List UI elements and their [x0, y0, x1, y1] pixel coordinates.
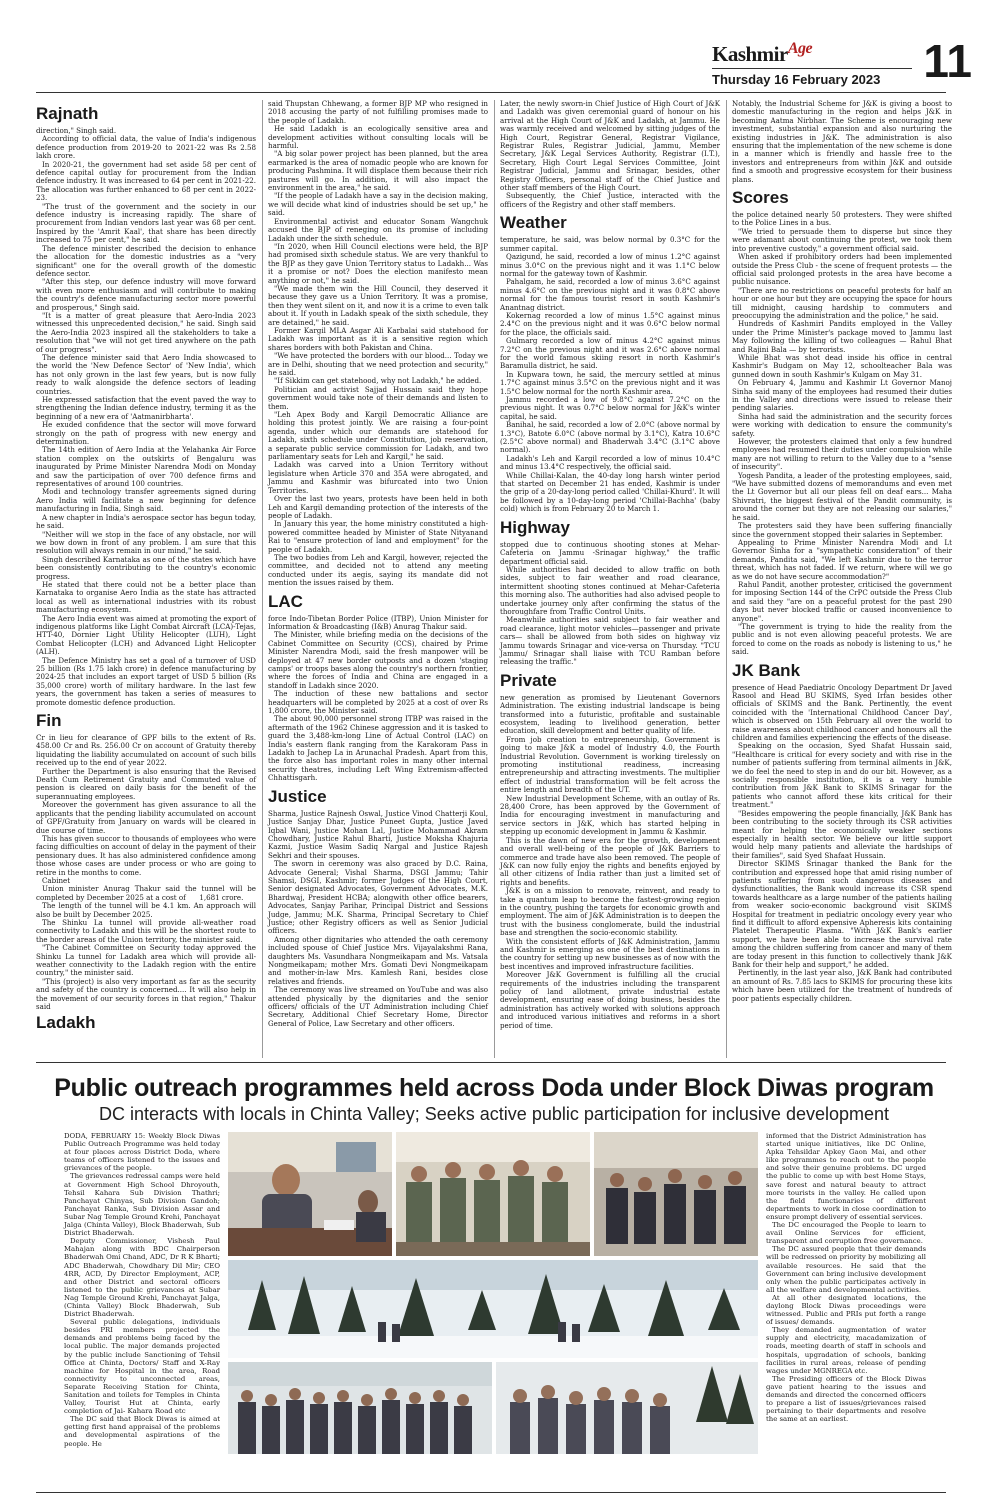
page-number: 11: [923, 35, 972, 87]
paragraph: The grievances redressal camps were held at Government High School Dhroyouth, Tehsil Kahara Sub Division Thathri; Panchayat Chinyas, Sub Division Gandoh; Panchayat Ranka, Sub Division Assar and Subar Nag Temple Ground Krehi, Panchayat Jalga (Chinta Valley), Block Bhaderwah, Sub District Bhaderwah.: [64, 1172, 223, 1238]
photo-public-meeting: [594, 1132, 758, 1256]
paragraph: "The trust of the government and the society in our defence industry is increasing rapidly. The share of procurement from Indian vendors last year was 68 per cent. Inspired by the 'Amrit Kaal', that share has been directly increased to 75 per cent," he said.: [36, 201, 259, 245]
paragraph: stopped due to continuous shooting stones at Mehar-Cafeteria on Jammu -Srinagar highway," the traffic department official said.: [500, 539, 723, 566]
headline-justice: Justice: [268, 786, 327, 806]
story-rajnath: [36, 126, 259, 707]
photo-crowd-outdoor: [228, 1362, 492, 1454]
feature-story-left: [64, 1132, 223, 1488]
feature-subheadline: DC interacts with locals in Chinta Valley; Seeks active public participation for inclusive development: [98, 1104, 890, 1124]
paragraph: "Leh Apex Body and Kargil Democratic Alliance are holding this protest jointly. We are raising a four-point agenda, under which our demands are statehood for Ladakh, sixth schedule under Constitution, job reservation, a separate public service commission for Ladakh, and two parliamentary seats for Leh and Kargil," he said.: [268, 410, 491, 462]
paragraph: In January this year, the home ministry constituted a high-powered committee headed by Minister of State Nityanand Rai to "ensure protection of land and employment" for the people of Ladakh.: [268, 519, 491, 554]
photo-officials-outdoor: [496, 1362, 758, 1454]
paragraph: Subsequently, the Chief Justice, interacted with the officers of the Registry and other staff members.: [500, 191, 723, 209]
paragraph: Over the last two years, protests have been held in both Leh and Kargil demanding protection of the interests of the people of Ladakh.: [268, 494, 491, 520]
paragraph: From job creation to entrepreneurship, Government is going to make J&K a model of Industry 4.0, the Fourth Industrial Revolution. Government is working tirelessly on promoting institutional readiness, increasing entrepreneurship and attracting investments. The multiplier effect of industrial transformation will be felt across the entire length and breadth of the UT.: [500, 734, 723, 795]
story-justice: [268, 808, 491, 1029]
paragraph: Among other dignitaries who attended the oath ceremony included spouse of Chief Justice Mrs. Vijayalakshmi Rana, daughters Ms. Vasundhara Nongmeikapam and Ms. Vatsala Nongmeikapam; mother Mrs. Gomati Devi Nongmeikapam and mother-in-law Mrs. Kamlesh Rani, besides close relatives and friends.: [268, 934, 491, 986]
headline-highway: Highway: [500, 517, 570, 537]
photo-officers-group: [396, 1132, 590, 1256]
column-separator: [726, 100, 727, 1058]
news-columns: [36, 99, 955, 1058]
paragraph: The 14th edition of Aero India at the Yelahanka Air Force station complex on the outskirts of Bengaluru was inaugurated by Prime Minister Narendra Modi on Monday and saw the participation of over 700 defence firms and representatives of around 100 countries.: [36, 445, 259, 489]
paragraph: "After this step, our defence industry will move forward with even more enthusiasm and will contribute to making the country's defence manufacturing sector more powerful and prosperous," Singh said.: [36, 277, 259, 312]
paragraph: "The government is trying to hide the reality from the public and is not even allowing peaceful protests. We are forced to come on the roads as nobody is listening to us," he said.: [732, 621, 955, 657]
paragraph: Jammu recorded a low of 9.8°C against 7.2°C on the previous night. It was 0.7°C below normal for J&K's winter capital, he said.: [500, 395, 723, 421]
headline-jk-bank: JK Bank: [732, 660, 801, 680]
masthead: [712, 35, 972, 90]
column-4: [732, 99, 955, 1058]
paragraph: He expressed satisfaction that the event paved the way to strengthening the Indian defence industry, terming it as the beginning of a new era of 'Aatmanirbharta'.: [36, 395, 259, 421]
paragraph: With the consistent efforts of J&K Administration, Jammu and Kashmir is emerging as one of the best destinations in the country for setting up new businesses as of now with the best incentives and improved infrastructure facilities.: [500, 936, 723, 971]
paragraph: Kokernag recorded a low of minus 1.5°C against minus 2.4°C on the previous night and it was 0.6°C below normal for the place, the officials said.: [500, 310, 723, 337]
paragraph: He exuded confidence that the sector will move forward strongly on the path of progress with new energy and determination.: [36, 420, 259, 447]
paragraph: Former Kargil MLA Asgar Ali Karbalai said statehood for Ladakh was important as it is a sensitive region which shares borders with both Pakistan and China.: [268, 325, 491, 352]
paragraph: the police detained nearly 50 protesters. They were shifted to the Police Lines in a bus.: [732, 210, 955, 228]
story-scores: [732, 210, 955, 657]
paragraph: While authorities had decided to allow traffic on both sides, subject to fair weather and road clearance, intermittent shooting stones continued at Mehar-Cafeteria this morning also. The authorities had also advised people to undertake journey only after confirming the status of the thoroughfare from Traffic Control Units.: [500, 564, 723, 616]
paragraph: Hundreds of Kashmiri Pandits employed in the Valley under the Prime Minister's package moved to Jammu last May following the killing of two colleagues — Rahul Bhat and Rajini Bala — by terrorists.: [732, 319, 955, 354]
paragraph: The induction of these new battalions and sector headquarters will be completed by 2025 at a cost of over Rs 1,800 crore, the Minister said.: [268, 689, 491, 716]
brand-accent: Age: [787, 40, 813, 57]
paragraph: The sworn in ceremony was also graced by D.C. Raina, Advocate General; Vishal Sharma, DSGI Jammu; Tahir Shamsi, DSGI, Kashmir; former Judges of the High Court, Senior designated Advocates, Government Advocates, M.K. Bhardwaj, President HCBA; alongwith other office bearers, Advocates, Sanjay Parihar, Principal District and Sessions Judge, Jammu; M.K. Sharma, Principal Secretary to Chief Justice; other Registry officers as well as Senior Judicial officers.: [268, 859, 491, 936]
paragraph: Speaking on the occasion, Syed Shafat Hussain said, "Healthcare is critical for every society and with rise in the number of patients suffering from terminal ailments in J&K, we do feel the need to step in and do our bit. However, as a socially responsible institution, it is a very humble contribution from J&K Bank to SKIMS Srinagar for the patients who cannot afford these kits critical for their treatment.": [732, 741, 955, 810]
story-justice-cont: [500, 99, 723, 209]
story-fin: [36, 733, 259, 1012]
paragraph: "We tried to persuade them to disperse but since they were adamant about continuing the protest, we took them into preventive custody," a government official said.: [732, 226, 955, 253]
paragraph: direction," Singh said.: [36, 126, 117, 135]
paragraph: presence of Head Paediatric Oncology Department Dr Javed Rasool and Head BU SKIMS, Syed Irfan besides other officials of SKIMS and the Bank. Pertinently, the event coincided with the 'International Childhood Cancer Day', which is observed on 15th February all over the world to raise awareness about childhood cancer and honours all the children and families experiencing the effects of the disease.: [732, 682, 955, 743]
paragraph: Several public delegations, individuals besides PRI members projected the demands and problems being faced by the local public. The major demands projected by the public include Sanctioning of Tehsil Office at Chinta, Doctors/ Staff and X-Ray machine for Hospital in the area, Road connectivity to unconnected areas, Separate Receiving Station for Chinta, Sanitation and toilets for Temples in Chinta Valley, Tourist Hut at Chinta, early completion of Jai- Kahara Road etc: [64, 1318, 223, 1416]
paragraph: Sinha had said the administration and the security forces were working with dedication to ensure the community's safety.: [732, 411, 955, 438]
paragraph: Moreover the government has given assurance to all the applicants that the pending liability accumulated on account of GPF/Gratuity from January on wards will be cleared in due course of time.: [36, 800, 259, 835]
paragraph: "If Sikkim can get statehood, why not Ladakh," he added.: [274, 376, 482, 386]
paragraph: Qazigund, he said, recorded a low of minus 1.2°C against minus 3.0°C on the previous night and it was 1.1°C below normal for the gateway town of Kashmir.: [500, 252, 723, 278]
paragraph: Banihal, he said, recorded a low of 2.0°C (above normal by 1.3°C), Batote 6.0°C (above normal by 3.1°C), Katra 10.6°C (2.5°C above normal) and Bhaderwah 3.4°C (3.1°C above normal).: [500, 420, 723, 455]
paragraph: Union minister Anurag Thakur said the tunnel will be completed by December 2025 at a cost of 1,681 crore.: [36, 884, 259, 902]
paragraph: Meanwhile authorities said subject to fair weather and road clearance, light motor vehicles—passenger and private cars— shall be allowed from both sides on highway viz Jammu towards Srinagar and vice-versa on Thursday. "TCU Jammu/ Srinagar shall liaise with TCU Ramban before releasing the traffic.": [500, 615, 723, 667]
paragraph: Cr in lieu for clearance of GPF bills to the extent of Rs. 458.00 Cr and Rs. 256.00 Cr on account of Gratuity thereby liquidating the liability accumulated on account of such bills received up to the end of year 2022.: [36, 733, 259, 768]
paragraph: Ladakh's Leh and Kargil recorded a low of minus 10.4°C and minus 13.4°C respectively, the official said.: [500, 453, 723, 472]
jump-label-ladakh: Ladakh: [36, 1013, 96, 1033]
paragraph: "We made them win the Hill Council, they deserved it because they gave us a Union Territory. It was a promise, then they went silent on it, and now it is a crime to even talk about it. If youth in Ladakh speak of the sixth schedule, they are detained," he said.: [268, 283, 491, 327]
paragraph: The two bodies from Leh and Kargil, however, rejected the committee, and decided not to attend any meeting conducted under its aegis, saying its mandate did not mention the issues raised by them.: [268, 552, 491, 588]
section-rule: [36, 1062, 946, 1063]
feature-text-right: [766, 1132, 929, 1424]
paragraph: Later, the newly sworn-in Chief Justice of High Court of J&K and Ladakh was given ceremonial guard of honour on his arrival at the High Court of J&K and Ladakh, at Jammu. He was warmly received and welcomed by sitting judges of the High Court, Registrar General, Registrar Vigilance, Registrar Rules, Registrar Judicial, Jammu, Member Secretary, J&K Legal Services Authority, Registrar (I.T.), Secretary, High Court Legal Services Committee, Joint Registrar Judicial, Jammu and Srinagar, besides, other Registry Officers, personal staff of the Chief Justice and other staff members of the High Court.: [500, 99, 723, 193]
paragraph: Rahul Pandit, another protester, criticised the government for imposing Section 144 of the CrPC outside the Press Club and said they "are on a peaceful protest for the past 290 days but never blocked traffic or caused inconvenience to anyone".: [732, 579, 955, 623]
paragraph: They demanded augmentation of water supply and electricity, macadamization of roads, meeting dearth of staff in schools and hospitals, upgradation of schools, banking facilities in rural areas, release of pending wages under MGNREGA etc.: [766, 1326, 929, 1375]
paragraph: "Besides empowering the people financially, J&K Bank has been contributing to the society through its CSR activities meant for helping the economically weaker sections especially in health sector. We believe our little support would help many patients and alleviate the hardships of their families", said Syed Shafaat Hussain.: [732, 808, 955, 860]
story-ladakh: [268, 99, 491, 588]
paragraph: A new chapter in India's aerospace sector has begun today, he said.: [36, 512, 259, 531]
paragraph: The Aero India event was aimed at promoting the export of indigenous platforms like Light Combat Aircraft (LCA)-Tejas, HTT-40, Dornier Light Utility Helicopter (LUH), Light Combat Helicopter (LCH) and Advanced Light Helicopter (ALH).: [36, 613, 259, 657]
paragraph: Pertinently, in the last year also, J&K Bank had contributed an amount of Rs. 7.85 lacs to SKIMS for procuring these kits which have been utilized for the treatment of hundreds of poor patients especially children.: [732, 968, 955, 1003]
paragraph: J&K is on a mission to renovate, reinvent, and ready to take a quantum leap to become the fastest-growing region in the country, pushing the targets for economic growth and employment. The aim of J&K Administration is to deepen the trust with the business conglomerate, build the industrial base and strengthen the socio-economic stability.: [500, 886, 723, 938]
photo-snow-valley: [228, 1260, 758, 1358]
paragraph: "It is a matter of great pleasure that Aero-India 2023 witnessed this unprecedented decision," he said. Singh said the Aero-India 2023 inspired all the stakeholders to take a resolution that "we will not get tired anywhere on the path of our progress".: [36, 310, 259, 354]
paragraph: While Chillai-Kalan, the 40-day long harsh winter period that started on December 21 has ended, Kashmir is under the grip of a 20-day-long period called 'Chillai-Khurd'. It will be followed by a 10-day-long period 'Chillai-Bachha' (baby cold) which is from February 20 to March 1.: [500, 470, 723, 514]
paragraph: At all other designated locations, the daylong Block Diwas proceedings were witnessed. Public and PRIs put forth a range of issues/ demands.: [766, 1293, 929, 1327]
paragraph: Further the Department is also ensuring that the Revised Death Cum Retirement Gratuity and Commuted value of pension is cleared on daily basis for the benefit of the superannuating employees.: [36, 766, 259, 801]
paragraph: "We have protected the borders with our blood... Today we are in Delhi, shouting that we need protection and security," he said.: [268, 351, 491, 377]
column-separator: [262, 100, 263, 1058]
column-2: [268, 99, 491, 1058]
paragraph: The defence minister said that Aero India showcased to the world the 'New Defence Sector' of 'New India', which has not only grown in the last few years, but is now fully ready to walk alongside the defence sectors of leading countries.: [36, 352, 259, 396]
paragraph: "This (project) is also very important as far as the security and safety of the country is concerned.... It will also help in the movement of our security forces in that region," Thakur said: [36, 976, 259, 1012]
paragraph: Notably, the Industrial Scheme for J&K is giving a boost to domestic manufacturing in the region and helps J&K in becoming Aatma Nirbhar. The Scheme is encouraging new investment, substantial expansion and also nurturing the existing industries in J&K. The administration is also ensuring that the implementation of the new scheme is done in a manner which is friendly and hassle free to the investors and entrepreneurs from within J&K and outside find a smooth and progressive ecosystem for their business plans.: [732, 99, 955, 184]
paragraph: New Industrial Development Scheme, with an outlay of Rs. 28,400 Crore, has been approved by the Government of India for encouraging investment in manufacturing and service sectors in J&K, which has started helping in stepping up economic development in Jammu & Kashmir.: [500, 793, 723, 837]
paragraph: In 2020-21, the government had set aside 58 per cent of defence capital outlay for procurement from the Indian defence industry. It was increased to 64 per cent in 2021-22. The allocation was further enhanced to 68 per cent in 2022-23.: [36, 159, 259, 203]
paragraph: When asked if prohibitory orders had been implemented outside the Press Club - the scene of frequent protests — the official said prolonged protests in the area have become a public nuisance.: [732, 252, 955, 287]
paragraph: Pahalgam, he said, recorded a low of minus 3.6°C against minus 4.6°C on the previous night and it was 0.8°C above normal for the famous tourist resort in south Kashmir's Anantnag district.: [500, 277, 723, 312]
story-highway: [500, 539, 723, 667]
paragraph: He stated that there could not be a better place than Karnataka to organise Aero India as the state has attracted local as well as international industries with its robust manufacturing ecosystem.: [36, 579, 259, 615]
paragraph: This is the dawn of new era for the growth, development and overall well-being of the people of J&K Barriers to commerce and trade have also been removed. The people of J&K can now fully enjoy the rights and benefits enjoyed by all other citizens of India rather than just a limited set of rights and benefits.: [500, 835, 723, 887]
paragraph: new generation as promised by Lieutenant Governors Administration. The existing industrial landscape is being transformed into a futuristic, profitable and sustainable ecosystem, leading to livelihood generation, better education, skill development and better quality of life.: [500, 692, 723, 736]
paragraph: "A big solar power project has been planned, but the area earmarked is the area of nomadic people who are known for producing Pashmina. It will displace them because their rich pastures will go. In addition, it will also impact the environment in the area," he said.: [268, 149, 491, 193]
headline-fin: Fin: [36, 711, 62, 731]
issue-date: Thursday 16 February 2023: [712, 72, 881, 87]
paragraph: The Defence Ministry has set a goal of a turnover of USD 25 billion (Rs 1.75 lakh crore) in defence manufacturing by 2024-25 that includes an export target of USD 5 billion (Rs 35,000 crore) worth of military hardware. In the last few years, the government has taken a series of measures to promote domestic defence production.: [36, 655, 259, 707]
paragraph: DODA, FEBRUARY 15: Weekly Block Diwas Public Outreach Programme was held today at four places across District Doda, where teams of officers listened to the issues and grievances of the people.: [64, 1132, 223, 1173]
paragraph: Appealing to Prime Minister Narendra Modi and Lt Governor Sinha for a "sympathetic consideration" of their demands, Pandita said, "We left Kashmir due to the terror threat, which has not faded. If we return, where will we go as we do not have secure accommodation?": [732, 537, 955, 581]
paragraph: Yogesh Pandita, a leader of the protesting employees, said, "We have submitted dozens of memorandums and even met the Lt Governor but all our pleas fell on deaf ears... Maha Shivratri, the biggest festival of the Pandit community, is around the corner but they are not releasing our salaries," he said.: [732, 470, 955, 522]
paragraph: Environmental activist and educator Sonam Wangchuk accused the BJP of reneging on its promise of including Ladakh under the sixth schedule.: [268, 216, 491, 243]
headline-rajnath: Rajnath: [36, 104, 99, 123]
newspaper-logo: [712, 40, 812, 67]
paragraph: "The Cabinet Committee on Security today approved the Shinku La tunnel for Ladakh area which will provide all-weather connectivity to the Ladakh region with the entire country," the minister said.: [36, 943, 259, 978]
paragraph: The DC assured people that their demands will be redressed on priority by mobilizing all available resources. He said that the Government can bring inclusive development only when the public participates actively in all the welfare and developmental activities.: [766, 1245, 929, 1294]
story-jk-bank: [732, 682, 955, 1003]
paragraph: The length of the tunnel will be 4.1 km. An approach will also be built by December 2025.: [36, 901, 259, 919]
paragraph: However, the protesters claimed that only a few hundred employees had resumed their duties under compulsion while many are not willing to return to the Valley due to a "sense of insecurity".: [732, 437, 955, 472]
paragraph: The defence minister described the decision to enhance the allocation for the domestic industries as a "very significant" one for the overall growth of the domestic defence sector.: [36, 243, 259, 278]
story-lac: [268, 613, 491, 783]
paragraph: Modi and technology transfer agreements signed during Aero India will facilitate a new beginning for defence manufacturing in India, Singh said.: [36, 487, 259, 514]
paragraph: The Presiding officers of the Block Diwas gave patient hearing to the issues and demands and directed the concerned officers to prepare a list of issues/grievances raised pertaining to their departments and resolve the same at an earliest.: [766, 1374, 929, 1424]
feature-text-left: [64, 1132, 223, 1448]
paragraph: "There are no restrictions on peaceful protests for half an hour or one hour but they are occupying the space for hours till midnight, causing hardship to commuters and preoccupying the administration and the police," he said.: [732, 285, 955, 320]
headline-lac: LAC: [268, 591, 303, 611]
headline-private: Private: [500, 670, 557, 690]
brand-main: Kashmir: [712, 42, 788, 66]
paragraph: Cabinet: [42, 875, 71, 885]
paragraph: informed that the District Administration has started unique initiatives, like DC Online, Apka Tehsildar Apkey Gaon Mai, and other like programmes to reach out to the people and solve their genuine problems. DC urged the public to come up with best Home Stays, save forest and natural beauty to attract more tourists in the valley. He called upon the field functionaries of different departments to work in close coordination to ensure prompt delivery of essential services.: [766, 1132, 929, 1221]
paragraph: temperature, he said, was below normal by 0.3°C for the summer capital.: [500, 235, 723, 253]
paragraph: The Shinku La tunnel will provide all-weather road connectivity to Ladakh and this will be the shortest route to the border areas of the Union territory, the minister said.: [36, 917, 259, 944]
story-private: [500, 692, 723, 1030]
paragraph: Sharma, Justice Rajnesh Oswal, Justice Vinod Chatterji Koul, Justice Sanjay Dhar, Justice Puneet Gupta, Justice Javed Iqbal Wani, Justice Mohan Lal, Justice Mohammad Akram Chowdhary, Justice Rahul Bharti, Justice Moksha Khajuria Kazmi, Justice Wasim Sadiq Nargal and Justice Rajesh Sekhri and their spouses.: [268, 808, 491, 860]
paragraph: said Thupstan Chhewang, a former BJP MP who resigned in 2018 accusing the party of not fulfilling promises made to the people of Ladakh.: [268, 99, 491, 125]
feature-story-right: [766, 1132, 929, 1458]
paragraph: The ceremony was live streamed on YouTube and was also attended physically by the dignitaries and the senior officers/ officials of the UT Administration including Chief Secretary, Additional Chief Secretary Home, Director General of Police, Law Secretary and other officers.: [268, 985, 491, 1028]
paragraph: Ladakh was carved into a Union Territory without legislature when Article 370 and 35A were abrogated, and Jammu and Kashmir was bifurcated into two Union Territories.: [268, 460, 491, 495]
paragraph: He said Ladakh is an ecologically sensitive area and development activities without consulting locals will be harmful.: [268, 124, 491, 151]
feature-headline: Public outreach programmes held across Doda under Block Diwas program: [54, 1074, 934, 1102]
column-separator: [494, 100, 495, 1058]
paragraph: According to official data, the value of India's indigenous defence production from 2019-20 to 2021-22 was Rs 2.58 lakh crore.: [36, 134, 259, 161]
paragraph: While Bhat was shot dead inside his office in central Kashmir's Budgam on May 12, schoolteacher Bala was gunned down in south Kashmir's Kulgam on May 31.: [732, 352, 955, 379]
column-1: [36, 100, 259, 1058]
paragraph: Deputy Commissioner, Vishesh Paul Mahajan along with BDC Chairperson Bhaderwah Omi Chand, ADC, Dr R K Bharti; ADC Bhaderwah, Chowdhary Dil Mir; CEO 4RR, ACD, Dy Director Employment, ACP, and other District and sectoral officers listened to the public grievances at Subar Nag Temple Ground Krehi, Panchayat Jalga, (Chinta Valley) Block Bhaderwah, Sub District Bhaderwah.: [64, 1237, 223, 1319]
paragraph: Director SKIMS Srinagar thanked the Bank for the contribution and expressed hope that amid rising number of patients suffering from such dangerous diseases and dysfunctionalities, the Bank would increase its CSR spend towards healthcare as a large number of the patients hailing from weaker socio-economic background visit SKIMS Hospital for treatment in pediatric oncology every year who find it difficult to afford expensive Apheresis kits containing Platelet Therapeutic Plasma. "With J&K Bank's earlier support, we have been able to increase the survival rate among the children suffering from cancer and many of them are today present in this function to collectively thank J&K Bank for their help and support," he added.: [732, 859, 955, 969]
paragraph: Singh described Karnataka as one of the states which have been consistently contributing to the country's economic progress.: [36, 554, 259, 581]
paragraph: In Kupwara town, he said, the mercury settled at minus 1.7°C against minus 3.5°C on the previous night and it was 1.5°C below normal for the north Kashmir area.: [500, 369, 723, 396]
paragraph: "In 2020, when Hill Council elections were held, the BJP had promised sixth schedule status. We are very thankful to the BJP as they gave Union Territory status to Ladakh... Was it a promise or not? Does the election manifesto mean anything or not," he said.: [268, 241, 491, 285]
story-weather: [500, 235, 723, 514]
paragraph: force Indo-Tibetan Border Police (ITBP), Union Minister for Information & Broadcasting (I&B) Anurag Thakur said.: [268, 613, 491, 631]
bottom-rule: [36, 1492, 946, 1493]
headline-scores: Scores: [732, 188, 789, 208]
masthead-rule: [712, 68, 912, 69]
paragraph: The about 90,000 personnel strong ITBP was raised in the aftermath of the 1962 Chinese aggression and it is tasked to guard the 3,488-km-long Line of Actual Control (LAC) on India's eastern flank ranging from the Karakoram Pass in Ladakh to Jachep La in Arunachal Pradesh. Apart from this, the force also has important roles in many other internal security theatres, including Left Wing Extremism-affected Chhattisgarh.: [268, 714, 491, 783]
paragraph: "If the people of Ladakh have a say in the decision making, we will decide what kind of industries should be set up," he said.: [268, 191, 491, 218]
paragraph: The protesters said they have been suffering financially since the government stopped their salaries in September.: [732, 521, 955, 539]
paragraph: This has given succor to thousands of employees who were facing difficulties on account of delay in the payment of their pensionary dues. It has also administered confidence among those whose cases are under process or who are going to retire in the months to come.: [36, 833, 259, 877]
paragraph: Politician and activist Sajjad Hussain said they hope government would take note of their demands and listen to them.: [268, 384, 491, 411]
photo-dc-meeting: [228, 1132, 392, 1256]
headline-weather: Weather: [500, 213, 567, 233]
paragraph: The DC encouraged the People to learn to avail Online Services for efficient, transparent and corruption free governance.: [766, 1221, 929, 1246]
paragraph: Gulmarg recorded a low of minus 4.2°C against minus 7.2°C on the previous night and it was 2.6°C above normal for the world famous skiing resort in north Kashmir's Baramulla district, he said.: [500, 336, 723, 371]
paragraph: The Minister, while briefing media on the decisions of the Cabinet Committee on Security (CCS), chaired by Prime Minister Narendra Modi, said the fresh manpower will be deployed at 47 new border outposts and a dozen 'staging camps' or troops bases along the country's northern frontier, where the forces of India and China are engaged in a standoff in Ladakh since 2020.: [268, 630, 491, 690]
paragraph: "Neither will we stop in the face of any obstacle, nor will we bow down in front of any problem. I am sure that this resolution will always remain in our mind," he said.: [36, 529, 259, 556]
paragraph: Moreover J&K Government is fulfilling all the crucial requirements of the industries including the transparent policy of land allotment, private industrial estate development, ensuring ease of doing business, besides the administration has actively worked with solutions approach and introduced various initiatives and reforms in a short period of time.: [500, 970, 723, 1030]
story-private-cont: [732, 99, 955, 184]
paragraph: On February 4, Jammu and Kashmir Lt Governor Manoj Sinha said many of the employees had resumed their duties in the Valley and directions were issued to release their pending salaries.: [732, 378, 955, 413]
top-rule: [36, 92, 946, 93]
paragraph: The DC said that Block Diwas is aimed at getting first hand appraisal of the problems and developmental aspirations of the people. He: [64, 1415, 223, 1448]
column-3: [500, 99, 723, 1058]
